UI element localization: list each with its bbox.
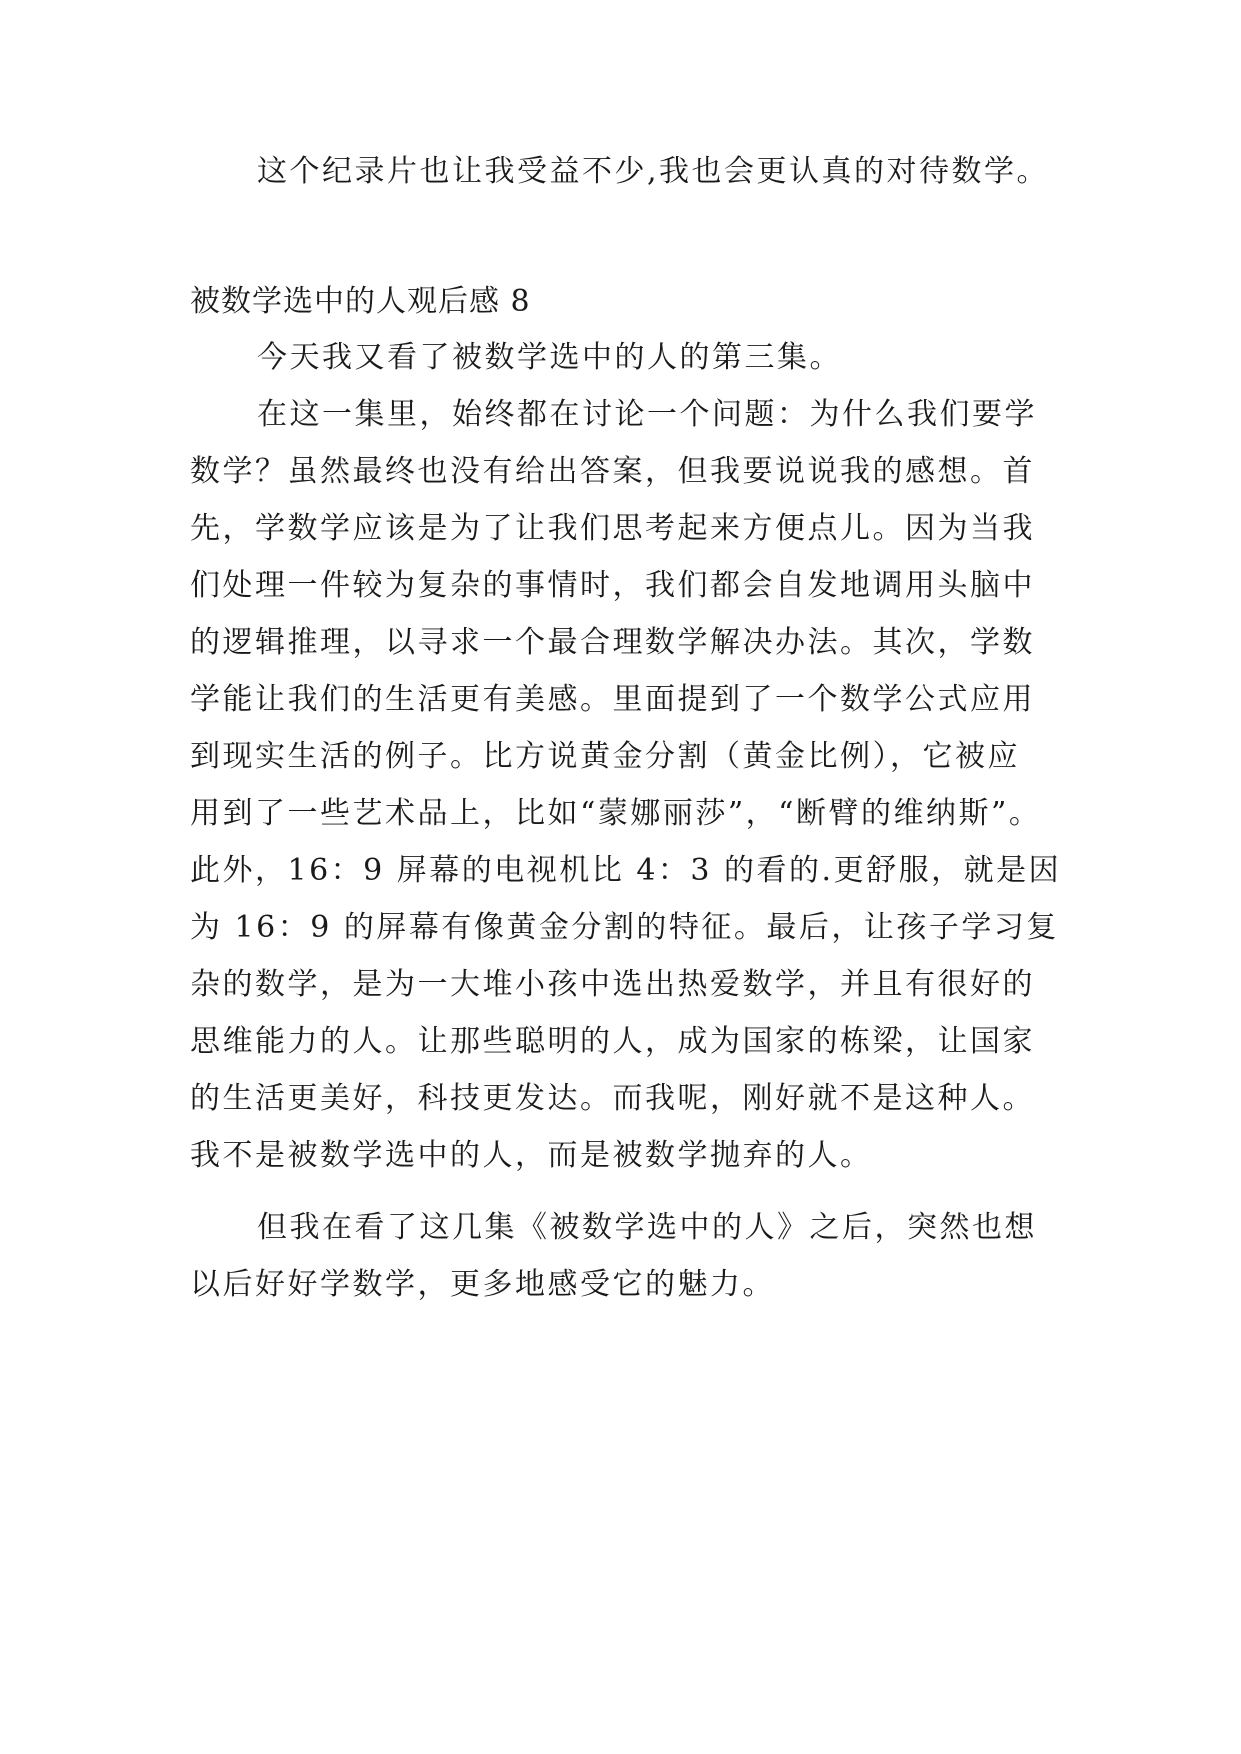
paragraph-2-line: 此外，16：9 屏幕的电视机比 4：3 的看的.更舒服，就是因: [190, 853, 1062, 888]
paragraph-2-line: 在这一集里，始终都在讨论一个问题：为什么我们要学: [257, 397, 1037, 432]
paragraph-2-line: 为 16：9 的屏幕有像黄金分割的特征。最后，让孩子学习复: [190, 910, 1059, 945]
paragraph-2-line: 到现实生活的例子。比方说黄金分割（黄金比例），它被应: [190, 739, 1020, 774]
paragraph-3-line: 以后好好学数学，更多地感受它的魅力。: [190, 1267, 775, 1302]
paragraph-2-line: 先，学数学应该是为了让我们思考起来方便点儿。因为当我: [190, 511, 1035, 546]
paragraph-2-line: 学能让我们的生活更有美感。里面提到了一个数学公式应用: [190, 682, 1035, 717]
section-heading: 被数学选中的人观后感 8: [190, 284, 531, 319]
paragraph-2-line: 数学？虽然最终也没有给出答案，但我要说说我的感想。首: [190, 454, 1035, 489]
paragraph-1: 今天我又看了被数学选中的人的第三集。: [257, 340, 842, 375]
paragraph-2-line: 杂的数学，是为一大堆小孩中选出热爱数学，并且有很好的: [190, 967, 1035, 1002]
paragraph-2-line: 的生活更美好，科技更发达。而我呢，刚好就不是这种人。: [190, 1081, 1035, 1116]
paragraph-2-line: 思维能力的人。让那些聪明的人，成为国家的栋梁，让国家: [190, 1024, 1035, 1059]
intro-line: 这个纪录片也让我受益不少,我也会更认真的对待数学。: [257, 154, 1050, 189]
paragraph-3-line: 但我在看了这几集《被数学选中的人》之后，突然也想: [257, 1210, 1037, 1245]
paragraph-2-line: 的逻辑推理，以寻求一个最合理数学解决办法。其次，学数: [190, 625, 1035, 660]
paragraph-2-line: 们处理一件较为复杂的事情时，我们都会自发地调用头脑中: [190, 568, 1035, 603]
paragraph-2-line: 我不是被数学选中的人，而是被数学抛弃的人。: [190, 1138, 873, 1173]
paragraph-2-line: 用到了一些艺术品上，比如“蒙娜丽莎”，“断臂的维纳斯”。: [190, 796, 1042, 831]
